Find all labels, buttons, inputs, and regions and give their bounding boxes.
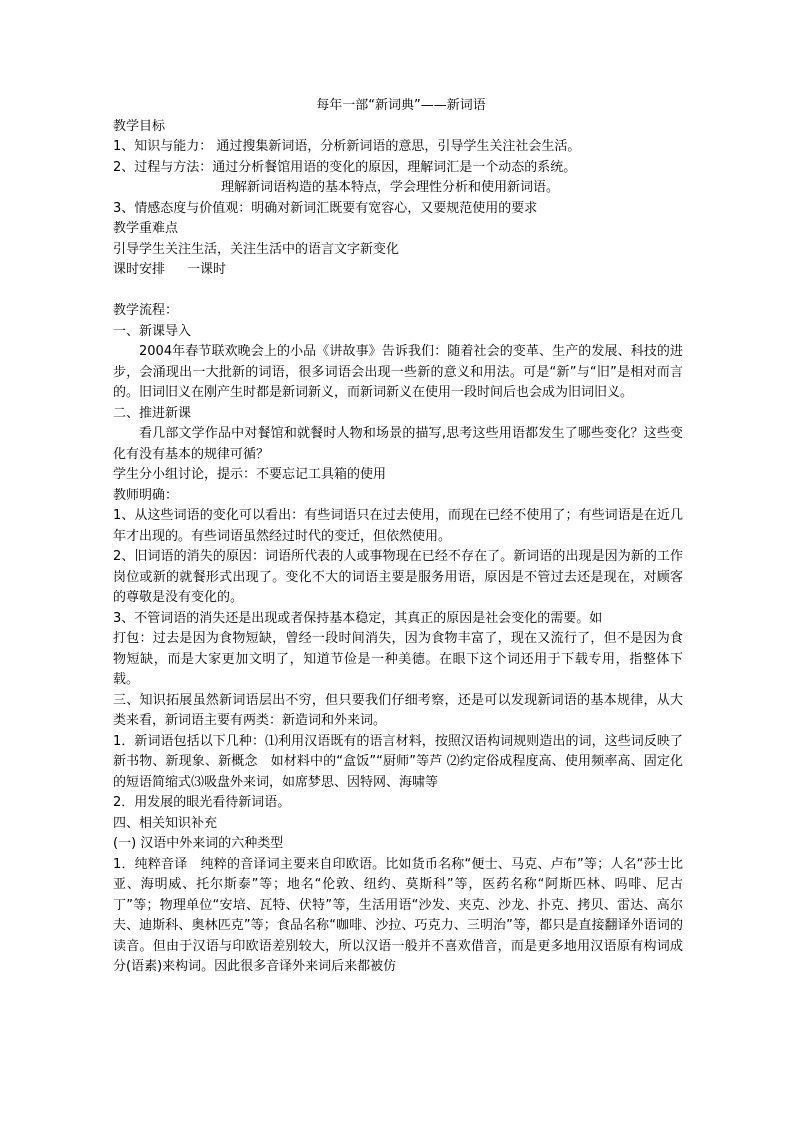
objectives-heading: 教学目标 <box>113 118 166 134</box>
teacher-heading: 教师明确： <box>113 487 179 503</box>
section3-point-1: 1．新词语包括以下几种：⑴利用汉语既有的语言材料，按照汉语构词规则造出的词，这些词反映了新书物、新现象、新概念 如材料中的“盒饭”“厨师”等芦 ⑵约定俗成程度高、使用频率高、固定化的短语简缩式⑶吸盘外来词，如席梦思、因特网、海啸等 <box>113 733 683 790</box>
objective-knowledge: 1、知识与能力： 通过搜集新词语，分析新词语的意思，引导学生关注社会生活。 <box>113 139 581 154</box>
teacher-point-3-example: 打包：过去是因为食物短缺，曾经一段时间消失，因为食物丰富了，现在又流行了，但不是因为食物短缺，而是大家更加文明了，知道节俭是一种美德。在眼下这个词还用于下载专用，指整体下载。 <box>113 631 683 687</box>
teacher-point-3: 3、不管词语的消失还是出现或者保持基本稳定，其真正的原因是社会变化的需要。如 <box>113 610 603 626</box>
section2-paragraph: 看几部文学作品中对餐馆和就餐时人物和场景的描写,思考这些用语都发生了哪些变化？这些变化有没有基本的规律可循？ <box>113 426 683 462</box>
teacher-point-2: 2、旧词语的消失的原因：词语所代表的人或事物现在已经不存在了。新词语的出现是因为新的工作岗位或新的就餐形式出现了。变化不大的词语主要是服务用语，原因是不管过去还是现在，对顾客的尊敬是没有变化的。 <box>113 549 683 605</box>
subsection-heading: (一) 汉语中外来词的六种类型 <box>113 836 284 851</box>
objective-attitude: 3、情感态度与价值观：明确对新词汇既要有宽容心，又要规范使用的要求 <box>113 200 538 216</box>
document-page <box>113 96 683 978</box>
teacher-point-1: 1、从这些词语的变化可以看出：有些词语只在过去使用，而现在已经不使用了；有些词语是在近几年才出现的。有些词语虽然经过时代的变迁，但依然使用。 <box>113 508 683 544</box>
key-points-heading: 教学重难点 <box>113 221 179 236</box>
key-points-text: 引导学生关注生活，关注生活中的语言文字新变化 <box>113 241 400 257</box>
document-title: 每年一部“新词典”——新词语 <box>316 98 486 113</box>
objective-process-continued: 理解新词语构造的基本特点，学会理性分析和使用新词语。 <box>221 180 560 195</box>
schedule-value: 一课时 <box>187 262 227 277</box>
section2-heading: 二、推进新课 <box>113 405 192 421</box>
objective-process: 2、过程与方法：通过分析餐馆用语的变化的原因，理解词汇是一个动态的系统。 <box>113 159 577 175</box>
section1-heading: 一、新课导入 <box>113 323 192 339</box>
section3-paragraph: 三、知识拓展虽然新词语层出不穷，但只要我们仔细考察，还是可以发现新词语的基本规律，从大类来看，新词语主要有两类：新造词和外来词。 <box>113 692 683 728</box>
schedule-line <box>113 260 683 281</box>
section4-heading: 四、相关知识补充 <box>113 815 218 831</box>
blank-line <box>113 281 683 302</box>
schedule-label: 课时安排 <box>113 262 166 277</box>
flow-heading: 教学流程： <box>113 303 179 318</box>
section3-point-2: 2．用发展的眼光看待新词语。 <box>113 795 291 810</box>
discussion-line: 学生分小组讨论，提示：不要忘记工具箱的使用 <box>113 467 387 482</box>
section1-paragraph: 2004年春节联欢晚会上的小品《讲故事》告诉我们：随着社会的变革、生产的发展、科技的进步，会涌现出一大批新的词语，很多词语会出现一些新的意义和用法。可是“新”与“旧”是相对而言的。旧词旧义在刚产生时都是新词新义，而新词新义在使用一段时间后也会成为旧词旧义。 <box>113 344 683 400</box>
subsection-paragraph: 1．纯粹音译 纯粹的音译词主要来自印欧语。比如货币名称“便士、马克、卢布”等；人名“莎士比亚、海明威、托尔斯泰”等；地名“伦敦、纽约、莫斯科”等，医药名称“阿斯匹林、吗啡、尼古丁”等；物理单位“安培、瓦特、伏特”等，生活用语“沙发、夹克、沙龙、扑克、拷贝、雷达、高尔夫、迪斯科、奥林匹克”等；食品名称“咖啡、沙拉、巧克力、三明治”等，都只是直接翻译外语词的读音。但由于汉语与印欧语差别较大，所以汉语一般并不喜欢借音，而是更多地用汉语原有构词成分(语素)来构词。因此很多音译外来词后来都被仿 <box>113 856 683 974</box>
